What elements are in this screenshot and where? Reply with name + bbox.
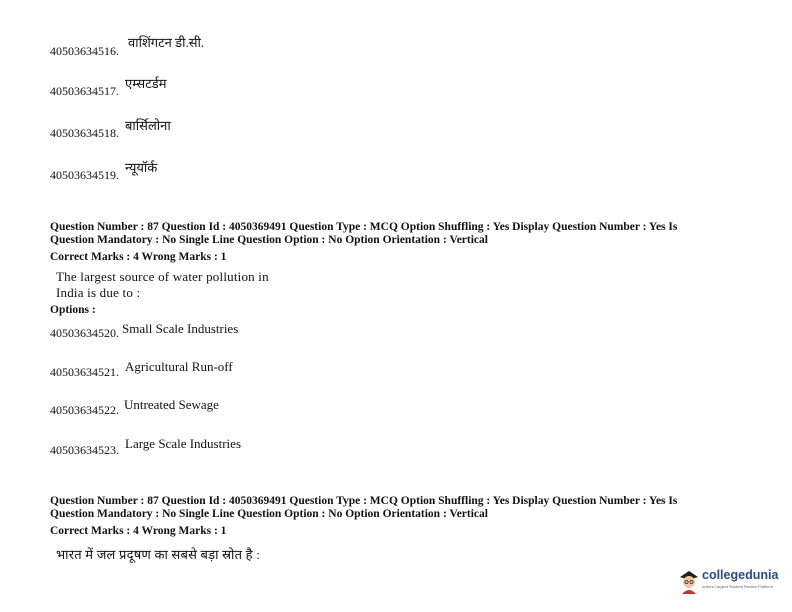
logo-tagline: India's Largest Student Review Platform: [702, 584, 774, 589]
option-id: 40503634519.: [50, 168, 119, 182]
collegedunia-logo: [678, 566, 778, 596]
options-label: Options :: [50, 304, 96, 316]
option-text: Small Scale Industries: [122, 321, 239, 336]
option-text: Untreated Sewage: [124, 397, 219, 412]
option-id: 40503634523.: [50, 443, 119, 457]
question-text: India is due to :: [56, 285, 141, 300]
logo-wordmark: collegedunia: [702, 568, 779, 582]
option-text: एम्सटर्डम: [125, 76, 167, 91]
option-id: 40503634521.: [50, 365, 119, 379]
question-marks: Correct Marks : 4 Wrong Marks : 1: [50, 525, 227, 537]
option-id: 40503634518.: [50, 126, 119, 140]
option-text: Large Scale Industries: [125, 436, 241, 451]
option-id: 40503634517.: [50, 84, 119, 98]
option-id: 40503634516.: [50, 44, 119, 58]
option-id: 40503634522.: [50, 403, 119, 417]
question-header: Question Mandatory : No Single Line Question Option : No Option Orientation : Vertical: [50, 234, 488, 246]
option-id: 40503634520.: [50, 326, 119, 340]
option-text: न्यूयॉर्क: [125, 160, 158, 175]
question-text: भारत में जल प्रदूषण का सबसे बड़ा स्रोत है :: [56, 547, 261, 562]
question-marks: Correct Marks : 4 Wrong Marks : 1: [50, 251, 227, 263]
option-text: वाशिंगटन डी.सी.: [128, 35, 205, 50]
option-text: बार्सिलोना: [125, 118, 171, 133]
question-header: Question Number : 87 Question Id : 4050369491 Question Type : MCQ Option Shuffling : Yes Display Question Number : Yes Is: [50, 221, 678, 233]
mascot-icon: [678, 568, 700, 594]
question-header: Question Number : 87 Question Id : 4050369491 Question Type : MCQ Option Shuffling : Yes Display Question Number : Yes Is: [50, 495, 678, 507]
question-text: The largest source of water pollution in: [56, 269, 269, 284]
question-header: Question Mandatory : No Single Line Question Option : No Option Orientation : Vertical: [50, 508, 488, 520]
option-text: Agricultural Run-off: [125, 359, 233, 374]
